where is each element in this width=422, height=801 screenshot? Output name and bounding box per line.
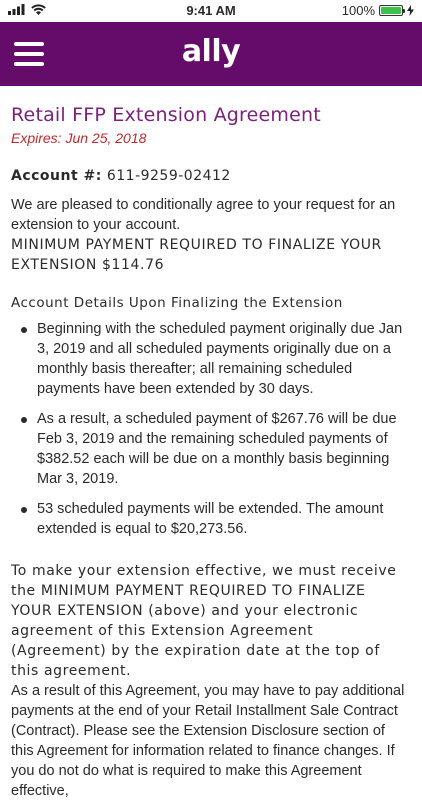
battery-fill [381,7,401,14]
effective-notice: To make your extension effective, we must receive the MINIMUM PAYMENT REQUIRED TO FINALIZE YOUR EXTENSION (above) and your electronic agreement of this Extension Agreement (Agreement) by the expiration date at the top of this agreement. [11,563,397,679]
details-heading: Account Details Upon Finalizing the Extension [11,295,343,311]
intro-text: We are pleased to conditionally agree to your request for an extension to your account. [11,197,396,233]
status-time: 9:41 AM [186,3,236,18]
expiration-date: Expires: Jun 25, 2018 [11,130,147,146]
account-label: Account #: [11,168,102,184]
status-bar [0,0,422,22]
account-line [11,168,410,184]
battery-percent: 100% [341,3,375,18]
charging-bolt-icon [407,5,414,16]
minimum-payment-text: MINIMUM PAYMENT REQUIRED TO FINALIZE YOUR EXTENSION $114.76 [11,237,382,273]
app-header [0,22,422,86]
ally-logo: ally [181,34,241,69]
list-item: Beginning with the scheduled payment originally due Jan 3, 2019 and all scheduled payments originally due on a monthly basis thereafter; all remaining scheduled payments have been extended by 30 days. [11,319,410,399]
battery-icon [379,5,403,16]
list-item: 53 scheduled payments will be extended. The amount extended is equal to $20,273.56. [11,499,410,539]
status-right [342,3,414,18]
details-list [11,319,410,539]
agreement-content [0,86,422,801]
list-item: As a result, a scheduled payment of $267.76 will be due Feb 3, 2019 and the remaining scheduled payments of $382.52 each will be due on a monthly basis beginning Mar 3, 2019. [11,409,410,489]
additional-payments-text: As a result of this Agreement, you may have to pay additional payments at the end of your Retail Installment Sale Contract (Contract). Please see the Extension Disclosure section of this Agreement for information related to finance changes. If you do not do what is required to make this Agreement effective, [11,683,405,799]
agreement-title: Retail FFP Extension Agreement [11,104,321,126]
account-number: 611-9259-02412 [106,168,231,184]
